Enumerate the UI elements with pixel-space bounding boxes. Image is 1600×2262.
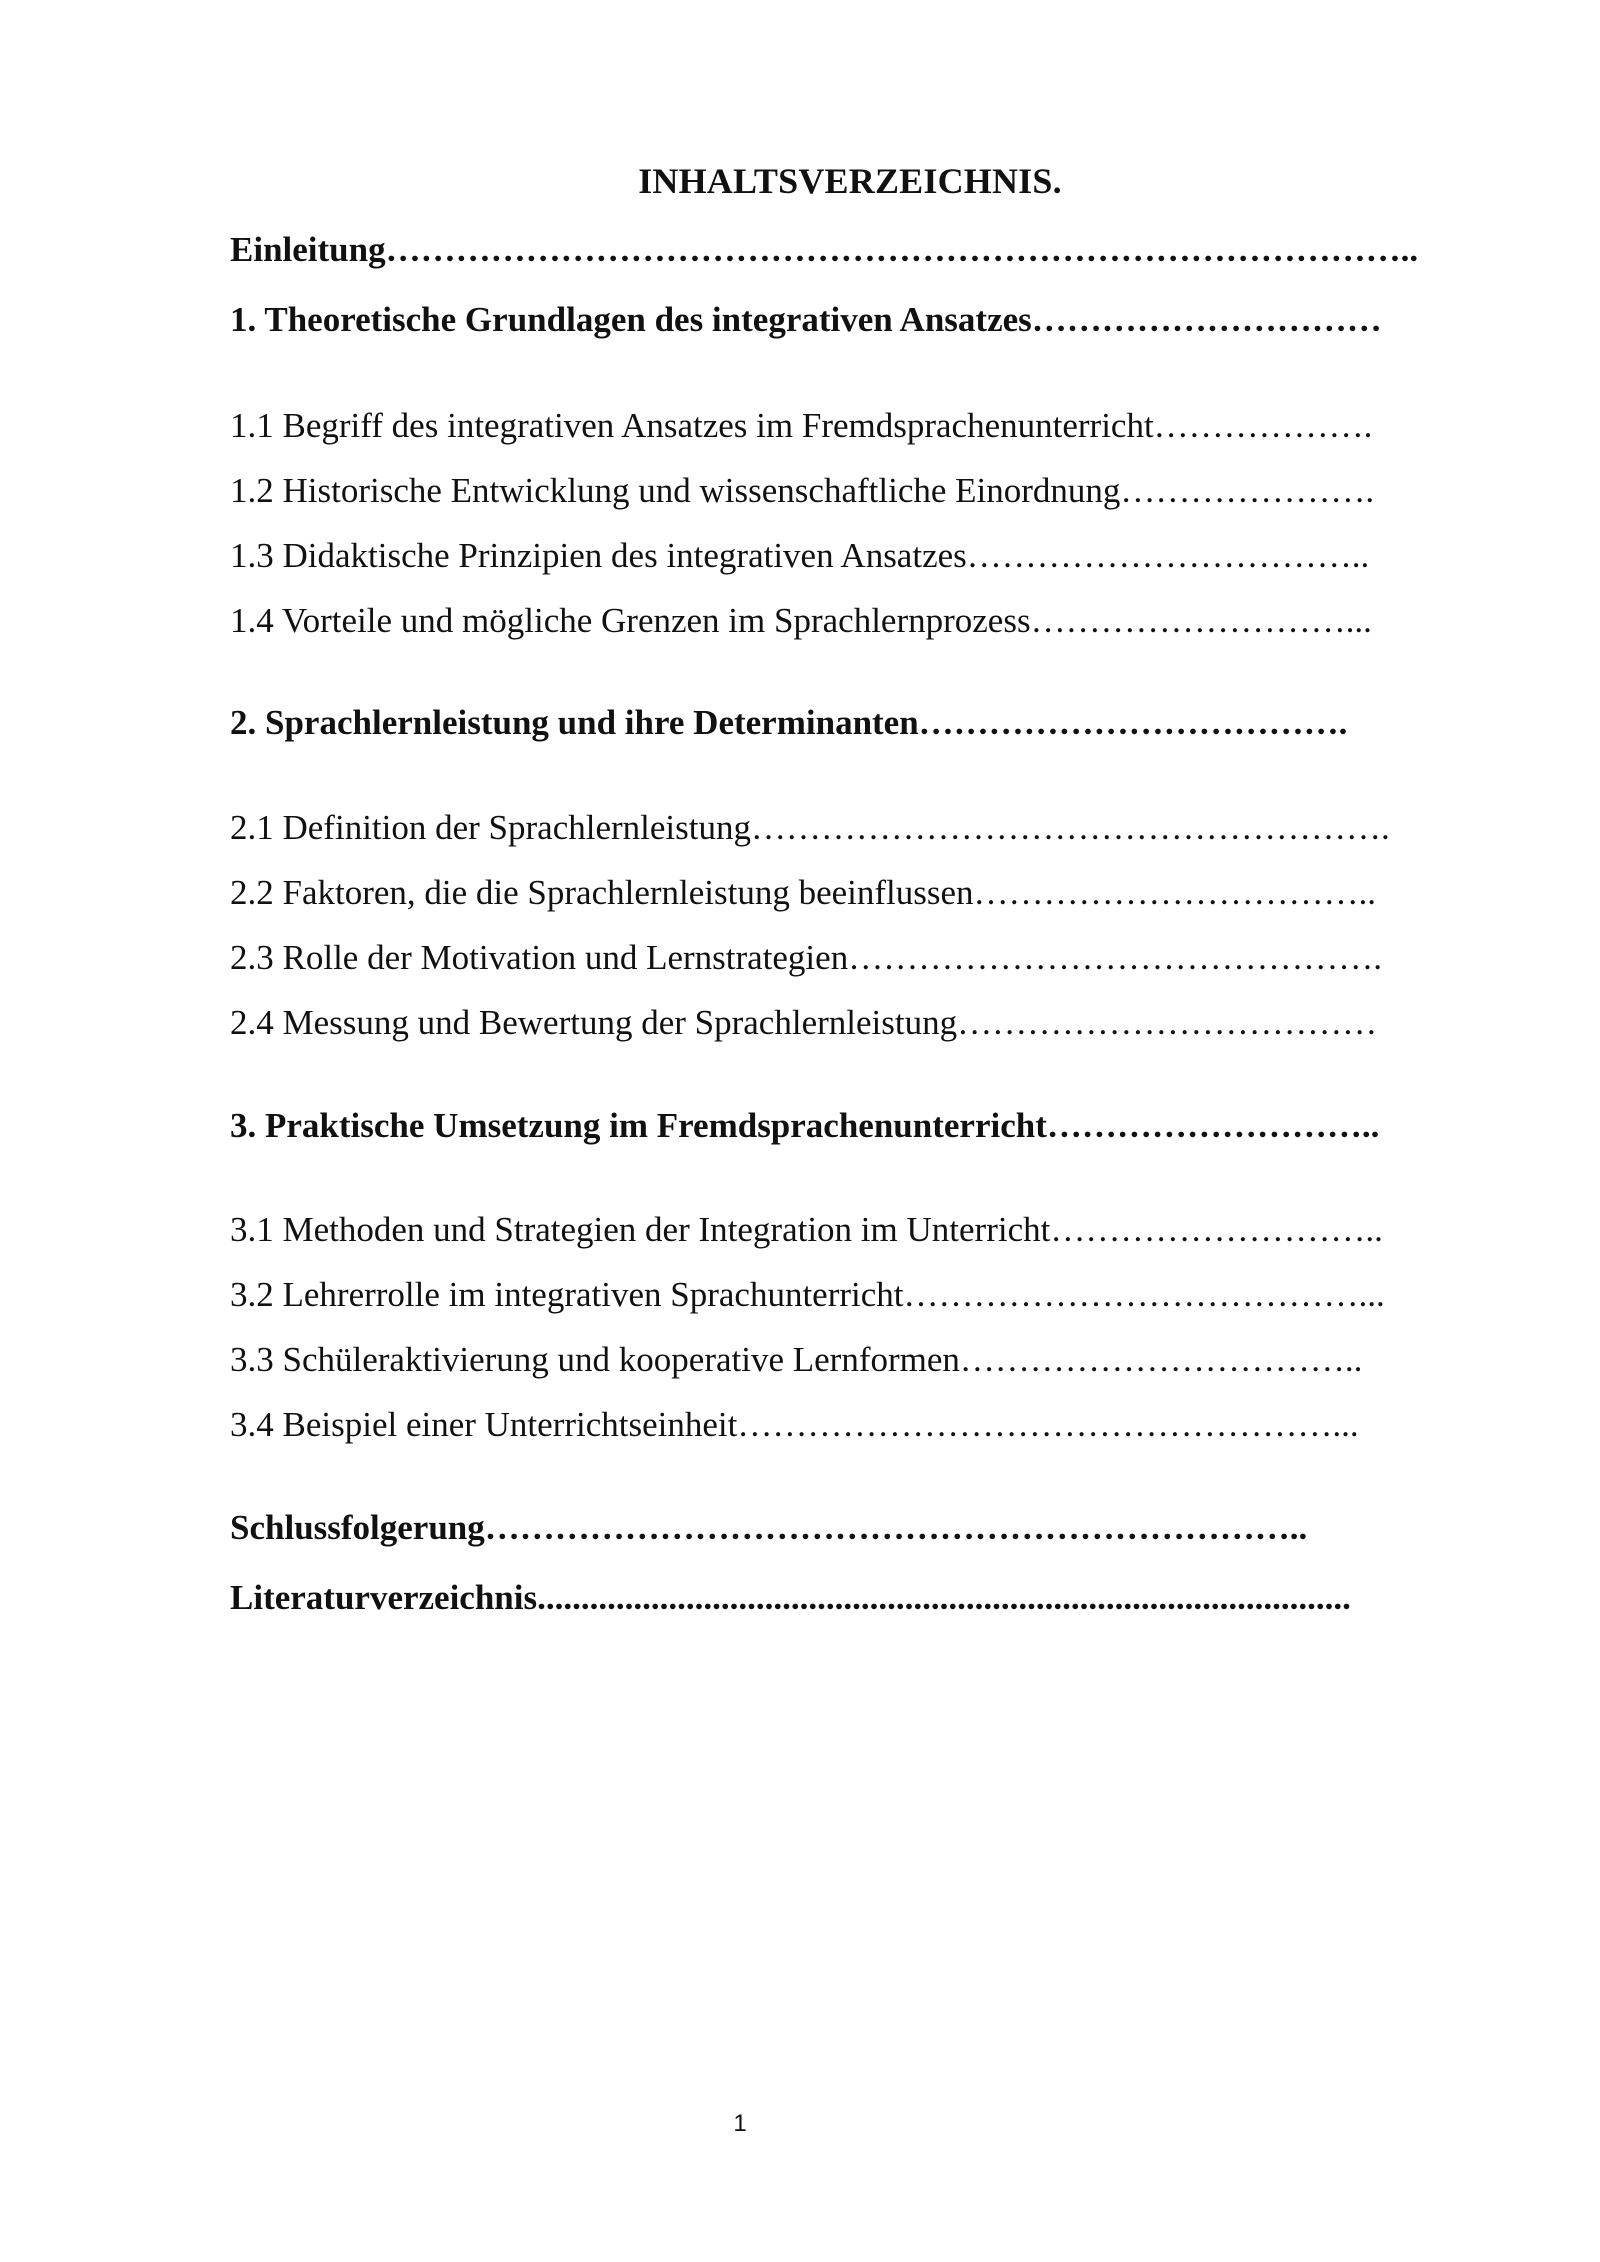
toc-entry-1-3: 1.3 Didaktische Prinzipien des integrativen Ansatzes……………………………..: [230, 536, 1370, 575]
toc-entry-chapter-2: 2. Sprachlernleistung und ihre Determinanten……………………………….: [230, 703, 1348, 742]
toc-entry-chapter-3: 3. Praktische Umsetzung im Fremdsprachenunterricht………………………..: [230, 1106, 1380, 1145]
toc-entry-chapter-1: 1. Theoretische Grundlagen des integrativen Ansatzes…………………………: [230, 300, 1382, 339]
toc-entry-schlussfolgerung: Schlussfolgerung……………………………………………………………..: [230, 1508, 1308, 1547]
toc-entry-3-3: 3.3 Schüleraktivierung und kooperative Lernformen……………………………..: [230, 1340, 1363, 1379]
toc-entry-einleitung: Einleitung……………………………………………………………………………..: [230, 230, 1419, 269]
toc-entry-3-4: 3.4 Beispiel einer Unterrichtseinheit……………………………………………...: [230, 1405, 1359, 1444]
toc-entry-2-4: 2.4 Messung und Bewertung der Sprachlernleistung………………………………: [230, 1003, 1378, 1042]
toc-entry-1-4: 1.4 Vorteile und mögliche Grenzen im Sprachlernprozess………………………...: [230, 601, 1372, 640]
toc-title: INHALTSVERZEICHNIS.: [638, 161, 1062, 201]
toc-entry-3-2: 3.2 Lehrerrolle im integrativen Sprachunterricht…………………………………...: [230, 1275, 1385, 1314]
toc-entry-literaturverzeichnis: Literaturverzeichnis.............................................................................................: [230, 1578, 1351, 1617]
toc-entry-2-3: 2.3 Rolle der Motivation und Lernstrategien……………………………………….: [230, 938, 1382, 977]
toc-entry-1-2: 1.2 Historische Entwicklung und wissenschaftliche Einordnung………………….: [230, 471, 1375, 510]
toc-entry-3-1: 3.1 Methoden und Strategien der Integration im Unterricht………………………..: [230, 1210, 1383, 1249]
page-number: 1: [733, 2110, 747, 2137]
toc-entry-2-2: 2.2 Faktoren, die die Sprachlernleistung beeinflussen……………………………..: [230, 873, 1377, 912]
toc-entry-2-1: 2.1 Definition der Sprachlernleistung……………………………………………….: [230, 808, 1390, 847]
toc-entry-1-1: 1.1 Begriff des integrativen Ansatzes im Fremdsprachenunterricht……………….: [230, 406, 1373, 445]
